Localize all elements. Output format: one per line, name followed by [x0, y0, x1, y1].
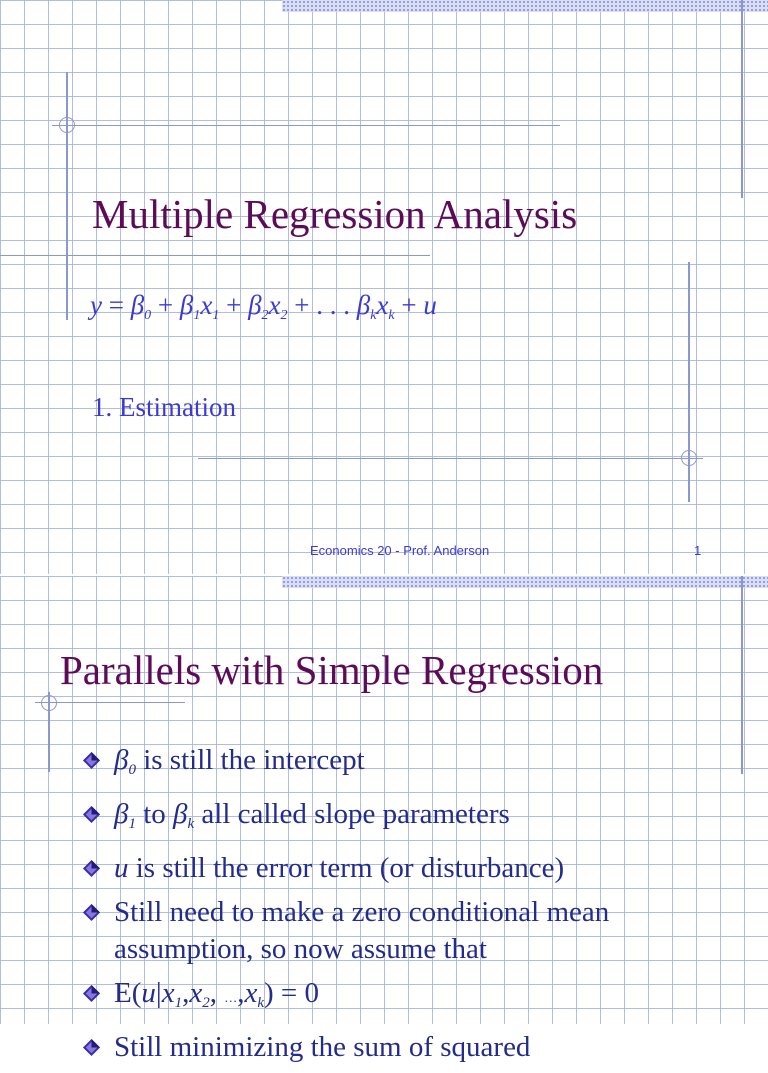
eq-x: x: [268, 290, 281, 320]
eq-x: x: [376, 290, 389, 320]
subscript: 1: [128, 816, 136, 832]
bullet-text: to: [135, 798, 174, 830]
eq-u: u: [423, 290, 437, 320]
eq-dots: . . .: [316, 290, 357, 320]
eq-sub: 2: [280, 308, 288, 323]
x-symbol: x: [189, 977, 203, 1009]
x-symbol: x: [161, 977, 175, 1009]
diamond-bullet-icon: [82, 859, 101, 878]
beta-symbol: β: [173, 798, 188, 830]
section-heading: 1. Estimation: [92, 392, 236, 422]
decor-line: [741, 0, 743, 198]
slide-title: Parallels with Simple Regression: [60, 647, 604, 693]
bullet-text: ) = 0: [263, 977, 319, 1009]
eq-sub: 2: [261, 308, 269, 323]
beta-symbol: β: [114, 744, 129, 776]
diamond-bullet-icon: [82, 1038, 101, 1057]
eq-beta: β: [248, 290, 262, 320]
eq-beta: β: [179, 290, 194, 320]
subscript: 1: [174, 995, 183, 1011]
eq-sub: k: [388, 308, 395, 323]
diamond-bullet-icon: [82, 903, 101, 922]
bullet-text: ,: [237, 977, 245, 1009]
diamond-bullet-icon: [82, 805, 101, 824]
subscript: k: [257, 995, 264, 1011]
bullet-text: is still the error term (or disturbance): [128, 852, 565, 884]
list-item: [76, 1029, 609, 1066]
decor-line: [35, 702, 185, 703]
list-item: [76, 975, 609, 1022]
bullet-text: is still the intercept: [135, 744, 365, 776]
crosshair-circle-icon: [681, 450, 697, 466]
decor-line: [741, 576, 743, 774]
bullet-text: E(: [114, 977, 142, 1009]
eq-plus: +: [287, 290, 317, 320]
decor-line: [0, 255, 430, 256]
eq-x: x: [200, 290, 213, 320]
bullet-text: ,: [182, 977, 190, 1009]
bullet-text: assumption, so now assume that: [114, 933, 487, 965]
u-symbol: u: [141, 977, 156, 1009]
subscript: 2: [202, 995, 210, 1011]
page-number: 1: [694, 543, 702, 558]
decor-line: [66, 72, 68, 320]
bullet-text: Still minimizing the sum of squared: [114, 1031, 531, 1063]
eq-equals: =: [101, 290, 131, 320]
eq-beta: β: [356, 290, 371, 320]
slide-footer: Economics 20 - Prof. Anderson: [310, 543, 490, 558]
eq-beta: β: [130, 290, 145, 320]
u-symbol: u: [114, 852, 129, 884]
diamond-bullet-icon: [82, 984, 101, 1003]
top-dotted-band: [282, 0, 768, 12]
diamond-bullet-icon: [82, 751, 101, 770]
slide-title: Multiple Regression Analysis: [92, 191, 578, 237]
bullet-text: ,: [209, 977, 225, 1009]
regression-equation: [90, 290, 437, 324]
eq-sub: 0: [144, 308, 152, 323]
bullet-text: Still need to make a zero conditional mean: [114, 896, 610, 928]
x-symbol: x: [244, 977, 258, 1009]
eq-plus: +: [219, 290, 249, 320]
list-item: [76, 894, 609, 968]
list-item: [76, 796, 609, 843]
decor-line: [198, 458, 703, 459]
bullet-list: [76, 742, 609, 1073]
subscript: 0: [128, 762, 136, 778]
beta-symbol: β: [114, 798, 129, 830]
top-dotted-band: [282, 576, 768, 588]
subscript: k: [187, 816, 195, 832]
eq-sub: 1: [193, 308, 201, 323]
decor-line: [52, 125, 560, 126]
eq-sub: k: [370, 308, 377, 323]
list-item: [76, 742, 609, 789]
crosshair-circle-icon: [59, 117, 75, 133]
bullet-text: all called slope parameters: [194, 798, 510, 830]
bullet-text: |: [155, 977, 162, 1009]
eq-sub: 1: [212, 308, 220, 323]
decor-line: [688, 262, 690, 502]
crosshair-circle-icon: [41, 695, 57, 711]
eq-plus: +: [151, 290, 180, 320]
ellipsis: …: [224, 990, 238, 1005]
eq-y: y: [90, 290, 102, 320]
list-item: [76, 850, 609, 887]
eq-plus: +: [394, 290, 424, 320]
